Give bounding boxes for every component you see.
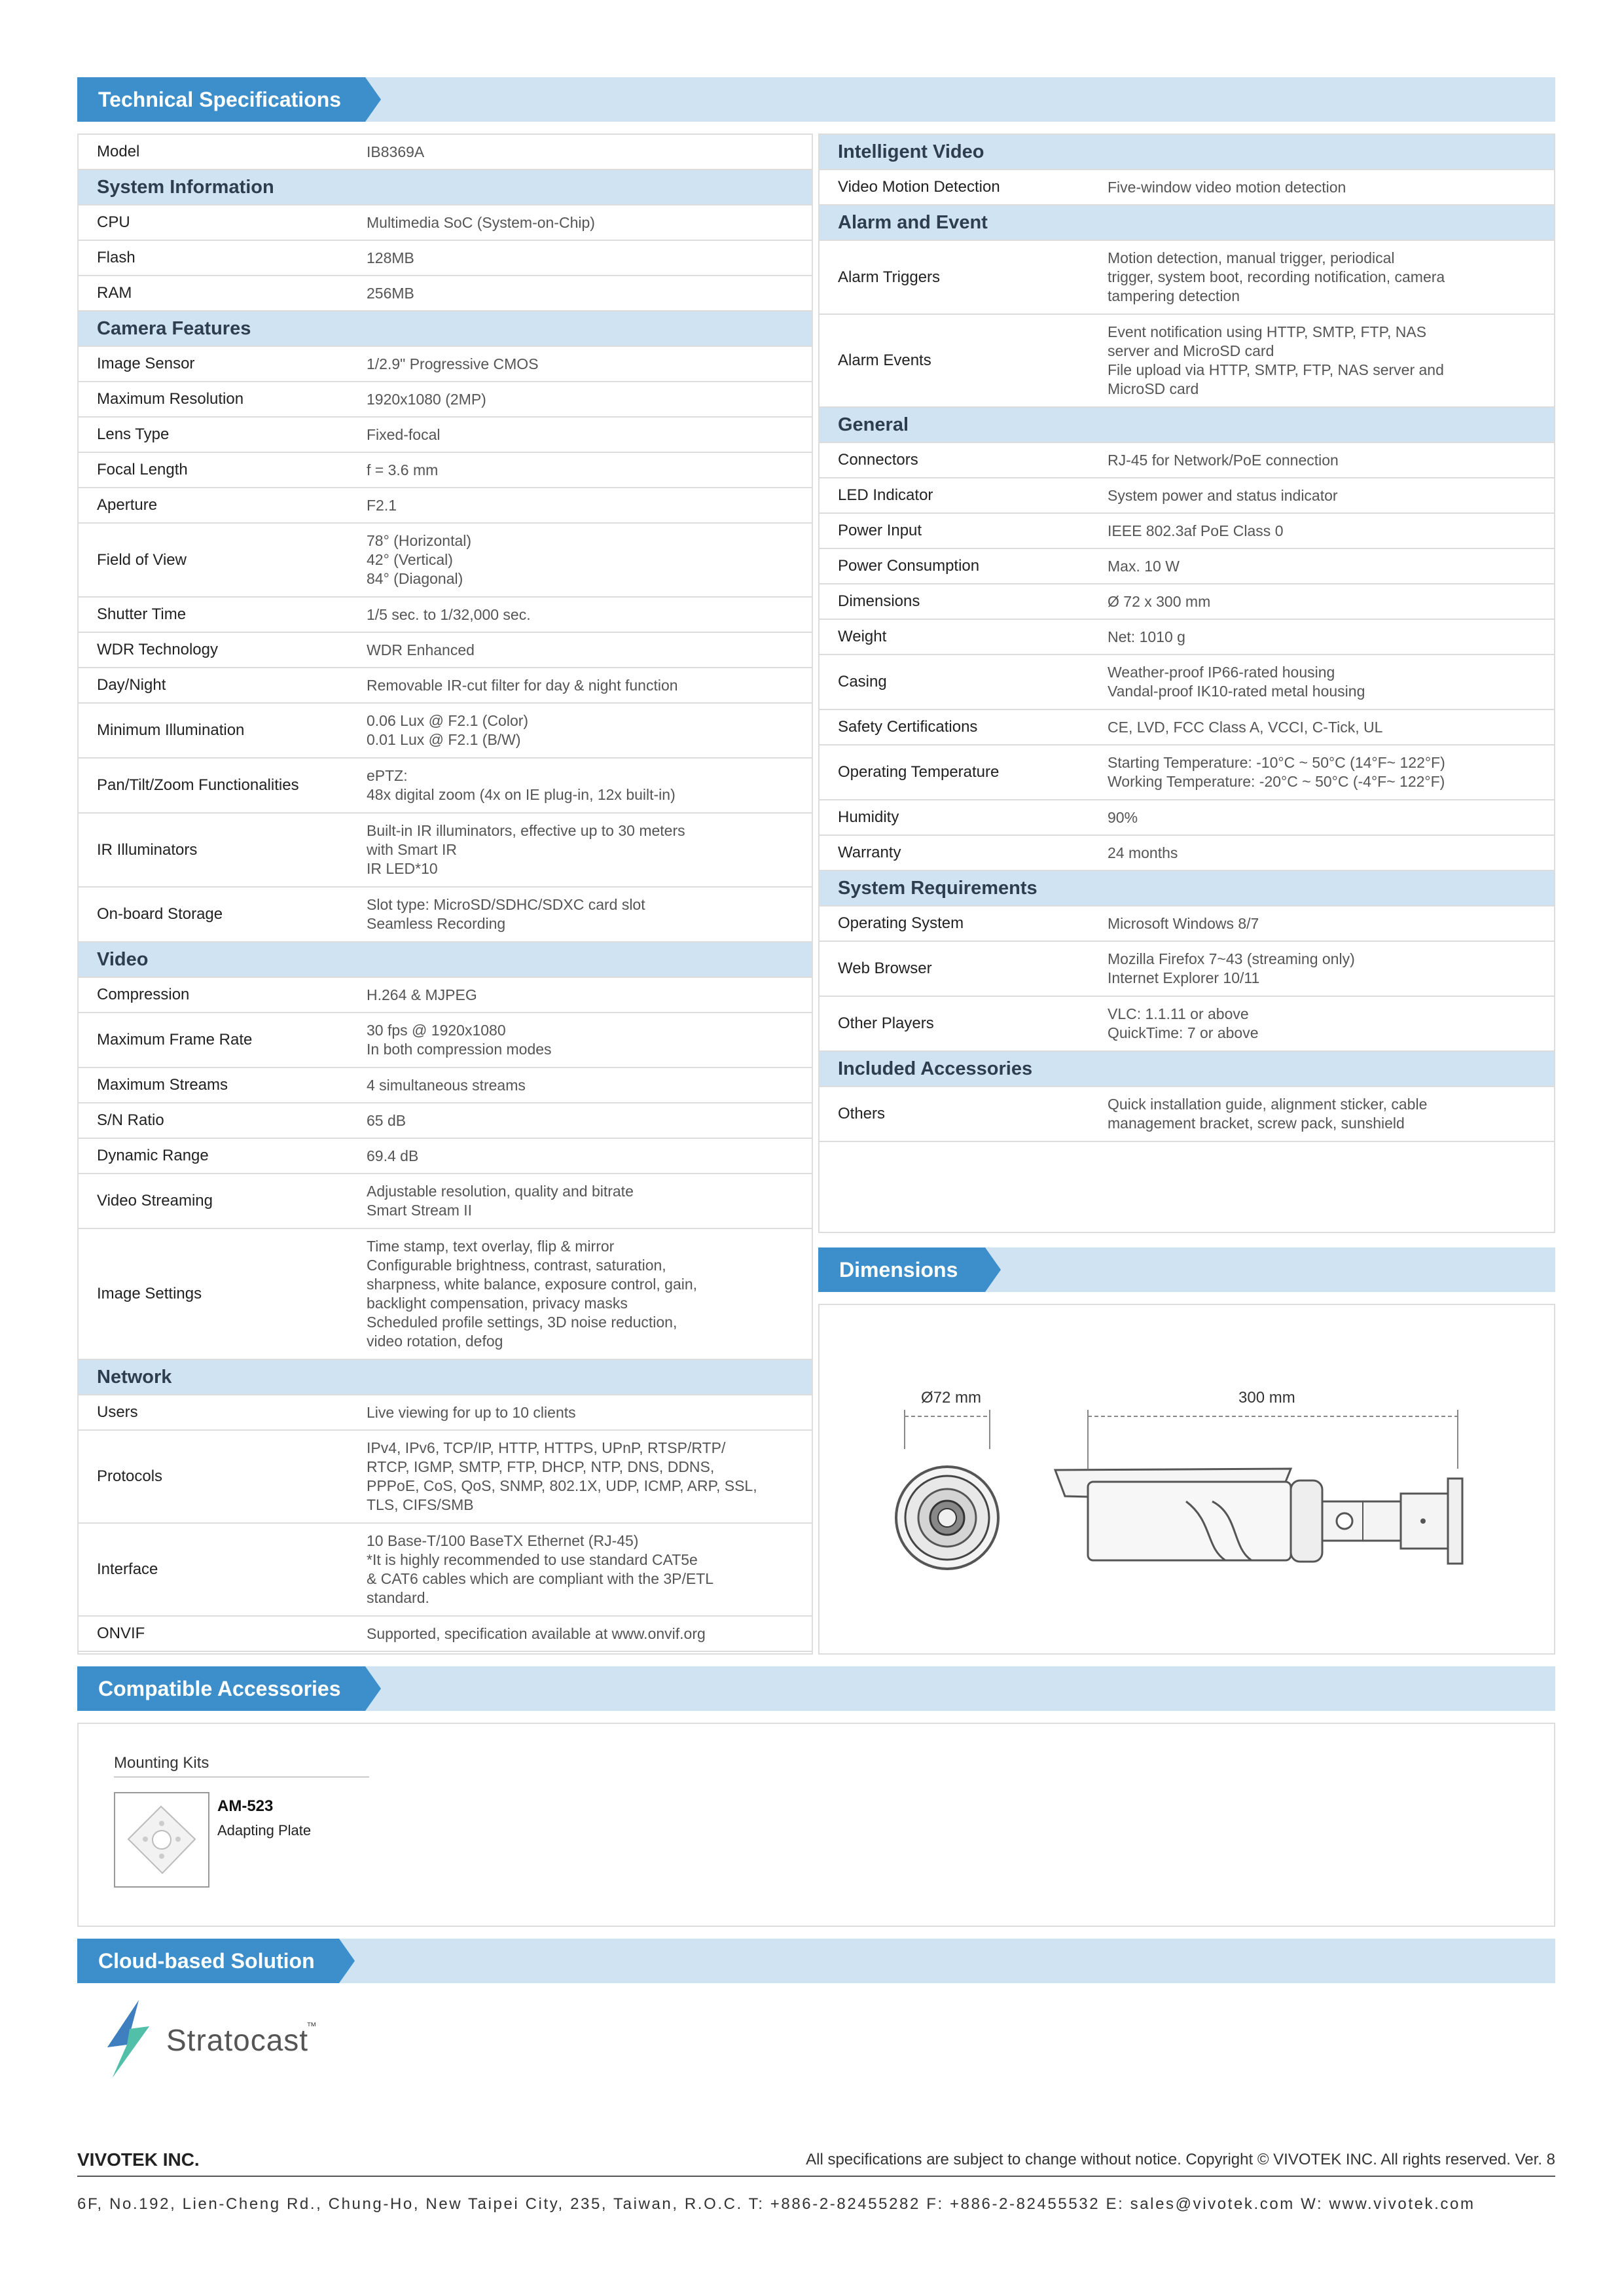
spec-row (79, 1174, 812, 1229)
category-underline (114, 1776, 369, 1778)
spec-value: 69.4 dB (367, 1147, 419, 1164)
dimensions-drawing-box (818, 1304, 1555, 1655)
spec-row (820, 745, 1554, 800)
section-header: Included Accessories (820, 1052, 1554, 1087)
spec-key: Weight (838, 628, 887, 645)
spec-row (79, 1229, 812, 1360)
spec-row (79, 1395, 812, 1431)
spec-value: 78° (Horizontal) 42° (Vertical) 84° (Diagonal) (367, 532, 472, 587)
spec-value: Weather-proof IP66-rated housing Vandal-proof IK10-rated metal housing (1108, 664, 1365, 700)
spec-key: Operating System (838, 914, 964, 932)
spec-key: Alarm Events (838, 351, 931, 369)
spec-key: Alarm Triggers (838, 268, 941, 286)
footer-company: VIVOTEK INC. (77, 2149, 200, 2170)
dimensions-banner (818, 1247, 1555, 1292)
spec-key: Pan/Tilt/Zoom Functionalities (97, 776, 299, 794)
diameter-label: Ø72 mm (921, 1389, 982, 1407)
cloud-solution-title: Cloud-based Solution (77, 1939, 339, 1983)
spec-key: Video Streaming (97, 1192, 213, 1210)
spec-key: Flash (97, 249, 135, 266)
spec-key: Image Sensor (97, 355, 195, 372)
spec-row (79, 1524, 812, 1617)
section-header: Alarm and Event (820, 206, 1554, 241)
spec-key: WDR Technology (97, 641, 218, 658)
spec-row (79, 488, 812, 524)
spec-row (79, 241, 812, 276)
spec-value: Five-window video motion detection (1108, 178, 1346, 196)
section-header: Camera Features (79, 312, 812, 347)
spec-value: CE, LVD, FCC Class A, VCCI, C-Tick, UL (1108, 718, 1383, 736)
spec-value: 10 Base-T/100 BaseTX Ethernet (RJ-45) *It is highly recommended to use standard CAT5e & CAT6 cables which are compliant with the 3P/ETL standard. (367, 1532, 714, 1606)
compatible-accessories-banner (77, 1666, 1555, 1711)
spec-value: 4 simultaneous streams (367, 1076, 526, 1094)
spec-value: Microsoft Windows 8/7 (1108, 914, 1259, 932)
spec-key: Interface (97, 1560, 158, 1578)
spec-value: 256MB (367, 284, 414, 302)
spec-value: Supported, specification available at www.onvif.org (367, 1624, 706, 1642)
spec-key: ONVIF (97, 1624, 145, 1642)
spec-row (79, 524, 812, 598)
spec-key: Focal Length (97, 461, 188, 478)
spec-row (79, 759, 812, 814)
spec-key: Model (97, 143, 140, 160)
spec-value: Built-in IR illuminators, effective up to 30 meters with Smart IR IR LED*10 (367, 822, 685, 877)
spec-value: Max. 10 W (1108, 557, 1180, 575)
spec-row (79, 888, 812, 942)
spec-value: Adjustable resolution, quality and bitrate Smart Stream II (367, 1183, 634, 1219)
dimensions-title: Dimensions (818, 1247, 985, 1292)
spec-row (820, 549, 1554, 584)
spec-key: Humidity (838, 808, 899, 826)
spec-key: Warranty (838, 844, 901, 861)
spec-row (820, 942, 1554, 997)
spec-key: Power Consumption (838, 557, 980, 575)
spec-key: Image Settings (97, 1285, 202, 1302)
section-header: System Information (79, 170, 812, 206)
spec-value: IB8369A (367, 143, 425, 160)
adapting-plate-image (114, 1792, 209, 1888)
footer-address: 6F, No.192, Lien-Cheng Rd., Chung-Ho, New Taipei City, 235, Taiwan, R.O.C. T: +886-2-82455282 F: +886-2-82455532 E: sales@vivotek.com W: www.vivotek.com (77, 2195, 1475, 2213)
spec-row (79, 704, 812, 759)
stratocast-wordmark: Stratocast (166, 2023, 309, 2057)
spec-row (820, 836, 1554, 871)
spec-row (79, 206, 812, 241)
spec-key: Users (97, 1403, 138, 1421)
spec-row (820, 710, 1554, 745)
spec-key: Others (838, 1105, 886, 1122)
spec-key: Video Motion Detection (838, 178, 1000, 196)
spec-value: Multimedia SoC (System-on-Chip) (367, 213, 595, 231)
spec-value: RJ-45 for Network/PoE connection (1108, 451, 1339, 469)
spec-value: Ø 72 x 300 mm (1108, 592, 1211, 610)
section-header: System Requirements (820, 871, 1554, 906)
spec-row (79, 598, 812, 633)
tech-spec-title: Technical Specifications (77, 77, 365, 122)
spec-row (79, 1431, 812, 1524)
spec-key: Safety Certifications (838, 718, 978, 736)
spec-row (79, 978, 812, 1013)
spec-key: Web Browser (838, 960, 932, 977)
section-header: General (820, 408, 1554, 443)
spec-row (79, 1139, 812, 1174)
spec-key: LED Indicator (838, 486, 933, 504)
spec-row (79, 1068, 812, 1103)
spec-value: WDR Enhanced (367, 641, 475, 658)
spec-value: System power and status indicator (1108, 486, 1338, 504)
spec-key: Maximum Resolution (97, 390, 244, 408)
spec-row (820, 1087, 1554, 1142)
spec-key: Day/Night (97, 676, 166, 694)
spec-value: 0.06 Lux @ F2.1 (Color) 0.01 Lux @ F2.1 (B/W) (367, 712, 529, 748)
spec-row (79, 668, 812, 704)
section-header: Intelligent Video (820, 135, 1554, 170)
spec-row (820, 315, 1554, 408)
spec-value: Quick installation guide, alignment sticker, cable management bracket, screw pack, sunshield (1108, 1096, 1428, 1132)
accessory-description: Adapting Plate (217, 1822, 312, 1839)
spec-row (820, 478, 1554, 514)
spec-row (820, 997, 1554, 1052)
spec-row (79, 135, 812, 170)
accessory-category: Mounting Kits (114, 1754, 209, 1772)
accessories-box (77, 1723, 1555, 1927)
spec-row (820, 241, 1554, 315)
spec-value: IEEE 802.3af PoE Class 0 (1108, 522, 1284, 539)
spec-key: On-board Storage (97, 905, 223, 923)
spec-key: Minimum Illumination (97, 721, 245, 739)
adapting-plate-icon (115, 1793, 208, 1886)
stratocast-bolt-icon (98, 1996, 157, 2081)
spec-value: f = 3.6 mm (367, 461, 439, 478)
spec-key: S/N Ratio (97, 1111, 164, 1129)
accessory-name: AM-523 (217, 1797, 274, 1815)
tech-spec-banner (77, 77, 1555, 122)
spec-row (820, 584, 1554, 620)
left-spec-column (77, 134, 813, 1655)
spec-value: 24 months (1108, 844, 1178, 861)
spec-row (820, 906, 1554, 942)
spec-value: Removable IR-cut filter for day & night function (367, 676, 678, 694)
spec-key: IR Illuminators (97, 840, 198, 859)
spec-row (79, 1617, 812, 1652)
spec-key: Shutter Time (97, 605, 187, 623)
spec-key: Operating Temperature (838, 763, 1000, 781)
spec-row (79, 1013, 812, 1068)
spec-value: Time stamp, text overlay, flip & mirror Configurable brightness, contrast, saturation, sharpness, white balance, exposure control, gain, backlight compensation, privacy masks Scheduled profile settings, 3D noise reduction, video rotation, defog (367, 1238, 698, 1350)
spec-key: Aperture (97, 496, 158, 514)
stratocast-tm: ™ (306, 2021, 317, 2032)
spec-row (820, 170, 1554, 206)
spec-row (79, 382, 812, 418)
spec-key: Casing (838, 673, 887, 691)
spec-key: Field of View (97, 550, 187, 569)
stratocast-logo (98, 1996, 334, 2081)
spec-key: Connectors (838, 451, 918, 469)
spec-value: 65 dB (367, 1111, 406, 1129)
spec-key: Maximum Streams (97, 1076, 228, 1094)
spec-value: 128MB (367, 249, 414, 266)
spec-row (79, 633, 812, 668)
spec-key: Maximum Frame Rate (97, 1031, 253, 1049)
spec-value: VLC: 1.1.11 or above QuickTime: 7 or above (1108, 1005, 1259, 1041)
spec-value: IPv4, IPv6, TCP/IP, HTTP, HTTPS, UPnP, RTSP/RTP/ RTCP, IGMP, SMTP, FTP, DHCP, NTP, DNS, DDNS, PPPoE, CoS, QoS, SNMP, 802.1X, UDP, ICMP, ARP, SSL, TLS, CIFS/SMB (367, 1439, 757, 1513)
spec-row (79, 453, 812, 488)
spec-row (79, 347, 812, 382)
spec-value: 30 fps @ 1920x1080 In both compression modes (367, 1022, 552, 1058)
spec-value: H.264 & MJPEG (367, 986, 477, 1003)
spec-row (820, 655, 1554, 710)
spec-value: F2.1 (367, 496, 397, 514)
spec-value: Starting Temperature: -10°C ~ 50°C (14°F~ 122°F) Working Temperature: -20°C ~ 50°C (-4°F~ 122°F) (1108, 754, 1445, 790)
footer-notice: All specifications are subject to change without notice. Copyright © VIVOTEK INC. All rights reserved. Ver. 8 (806, 2151, 1555, 2168)
spec-row (820, 514, 1554, 549)
compatible-accessories-title: Compatible Accessories (77, 1666, 365, 1711)
spec-key: Other Players (838, 1014, 934, 1032)
spec-row (820, 800, 1554, 836)
spec-key: Protocols (97, 1467, 163, 1485)
spec-row (79, 276, 812, 312)
spec-value: 1/5 sec. to 1/32,000 sec. (367, 605, 531, 623)
spec-row (79, 1103, 812, 1139)
spec-row (79, 418, 812, 453)
camera-dimension-drawing (820, 1305, 1554, 1653)
spec-row (79, 814, 812, 888)
spec-value: Slot type: MicroSD/SDHC/SDXC card slot Seamless Recording (367, 896, 645, 932)
section-header: Network (79, 1360, 812, 1395)
spec-row (820, 443, 1554, 478)
section-header: Video (79, 942, 812, 978)
length-label: 300 mm (1238, 1389, 1295, 1407)
spec-row (820, 620, 1554, 655)
spec-value: Live viewing for up to 10 clients (367, 1403, 576, 1421)
spec-value: 1920x1080 (2MP) (367, 390, 486, 408)
spec-value: 90% (1108, 808, 1138, 826)
spec-key: Power Input (838, 522, 922, 539)
spec-key: RAM (97, 284, 132, 302)
spec-key: CPU (97, 213, 130, 231)
right-spec-column (818, 134, 1555, 1233)
spec-value: Event notification using HTTP, SMTP, FTP, NAS server and MicroSD card File upload via HTTP, SMTP, FTP, NAS server and MicroSD card (1108, 323, 1444, 397)
spec-value: Motion detection, manual trigger, periodical trigger, system boot, recording notification, camera tampering detection (1108, 249, 1445, 304)
spec-value: ePTZ: 48x digital zoom (4x on IE plug-in, 12x built-in) (367, 767, 676, 803)
spec-key: Dimensions (838, 592, 920, 610)
spec-value: Fixed-focal (367, 425, 441, 443)
spec-value: Net: 1010 g (1108, 628, 1185, 645)
spec-key: Lens Type (97, 425, 170, 443)
spec-key: Dynamic Range (97, 1147, 209, 1164)
cloud-solution-banner (77, 1939, 1555, 1983)
spec-key: Compression (97, 986, 190, 1003)
spec-value: Mozilla Firefox 7~43 (streaming only) Internet Explorer 10/11 (1108, 950, 1355, 986)
footer-divider (77, 2176, 1555, 2177)
spec-value: 1/2.9" Progressive CMOS (367, 355, 539, 372)
